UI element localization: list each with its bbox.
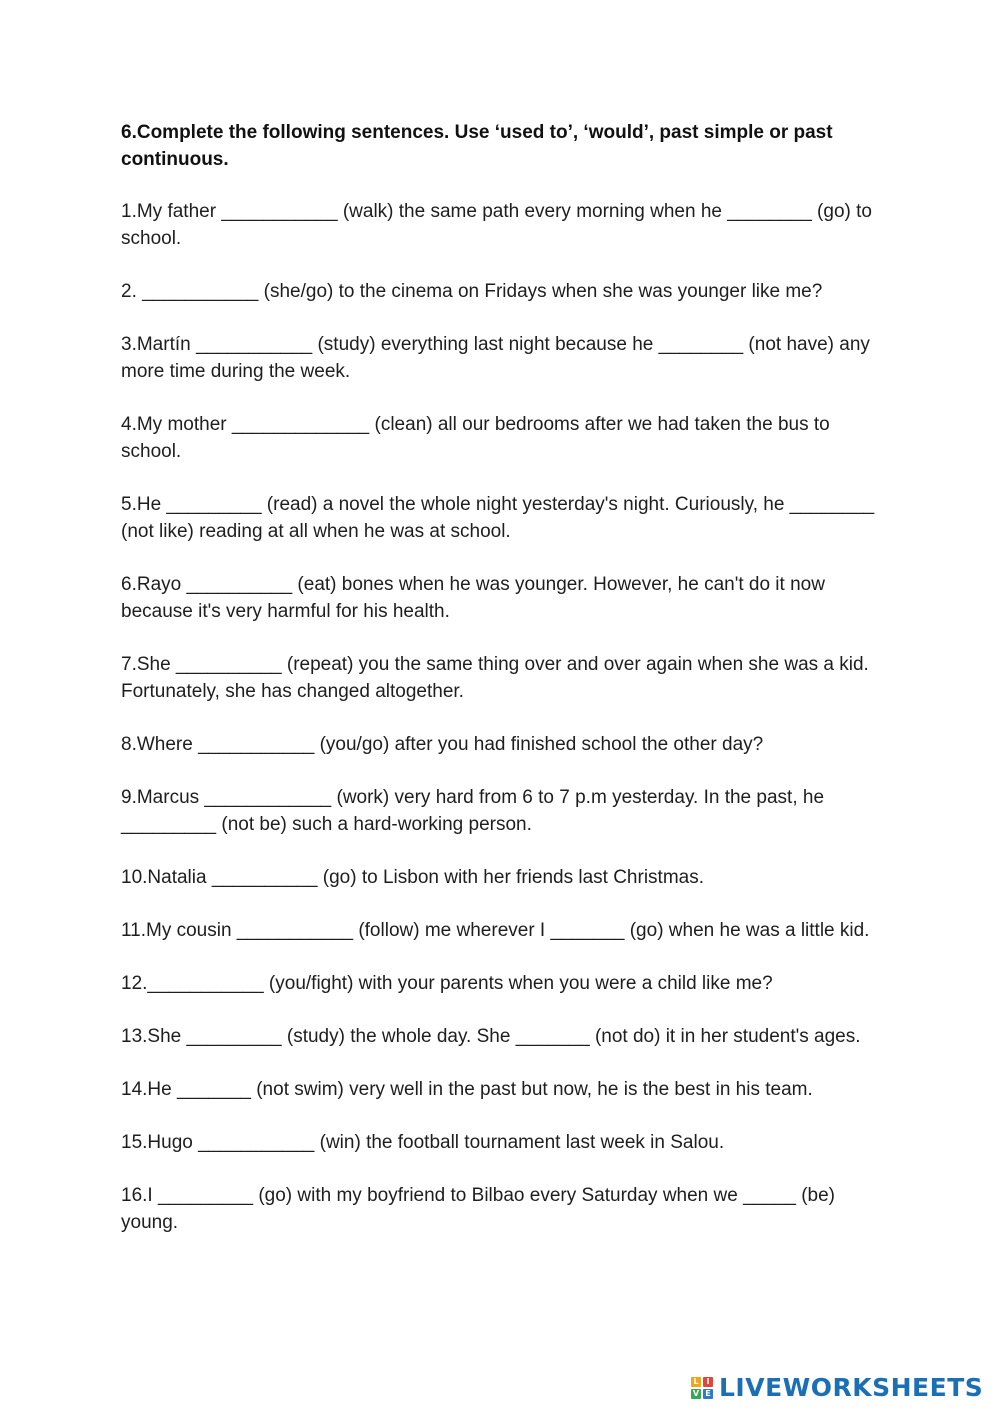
worksheet [121, 119, 881, 1262]
sentence-item: 1.My father ___________ (walk) the same path every morning when he ________ (go) to school. [121, 201, 872, 249]
sentence-item: 8.Where ___________ (you/go) after you had finished school the other day? [121, 734, 764, 755]
sentence-item: 9.Marcus ____________ (work) very hard from 6 to 7 p.m yesterday. In the past, he _________ (not be) such a hard-working person. [121, 787, 825, 835]
exercise-title: 6.Complete the following sentences. Use ‘used to’, ‘would’, past simple or past continuous. [121, 122, 833, 170]
logo-block-v: V [692, 1388, 700, 1398]
sentence-item: 11.My cousin ___________ (follow) me wherever I _______ (go) when he was a little kid. [121, 920, 870, 941]
sentence-item: 3.Martín ___________ (study) everything last night because he ________ (not have) any more time during the week. [121, 334, 870, 382]
sentence-item: 2. ___________ (she/go) to the cinema on Fridays when she was younger like me? [121, 281, 823, 302]
logo-block-e: E [703, 1389, 713, 1399]
sentence-item: 13.She _________ (study) the whole day. She _______ (not do) it in her student's ages. [121, 1026, 861, 1047]
liveworksheets-logo[interactable] [691, 1373, 983, 1402]
sentence-item: 6.Rayo __________ (eat) bones when he was younger. However, he can't do it now because it's very harmful for his health. [121, 574, 825, 622]
logo-blocks-icon [691, 1377, 713, 1399]
logo-block-l: L [691, 1377, 701, 1387]
sentence-item: 7.She __________ (repeat) you the same thing over and over again when she was a kid. Fortunately, she has changed altogether. [121, 654, 869, 702]
sentence-item: 12.___________ (you/fight) with your parents when you were a child like me? [121, 973, 773, 994]
sentence-item: 5.He _________ (read) a novel the whole night yesterday's night. Curiously, he ________ (not like) reading at all when he was at school. [121, 494, 875, 542]
logo-text: LIVEWORKSHEETS [719, 1373, 984, 1402]
sentence-item: 4.My mother _____________ (clean) all our bedrooms after we had taken the bus to school. [121, 414, 830, 462]
sentence-item: 16.I _________ (go) with my boyfriend to Bilbao every Saturday when we _____ (be) young. [121, 1185, 835, 1233]
logo-block-i: I [703, 1377, 713, 1387]
sentence-item: 15.Hugo ___________ (win) the football tournament last week in Salou. [121, 1132, 725, 1153]
sentence-item: 10.Natalia __________ (go) to Lisbon with her friends last Christmas. [121, 867, 704, 888]
sentence-item: 14.He _______ (not swim) very well in the past but now, he is the best in his team. [121, 1079, 813, 1100]
